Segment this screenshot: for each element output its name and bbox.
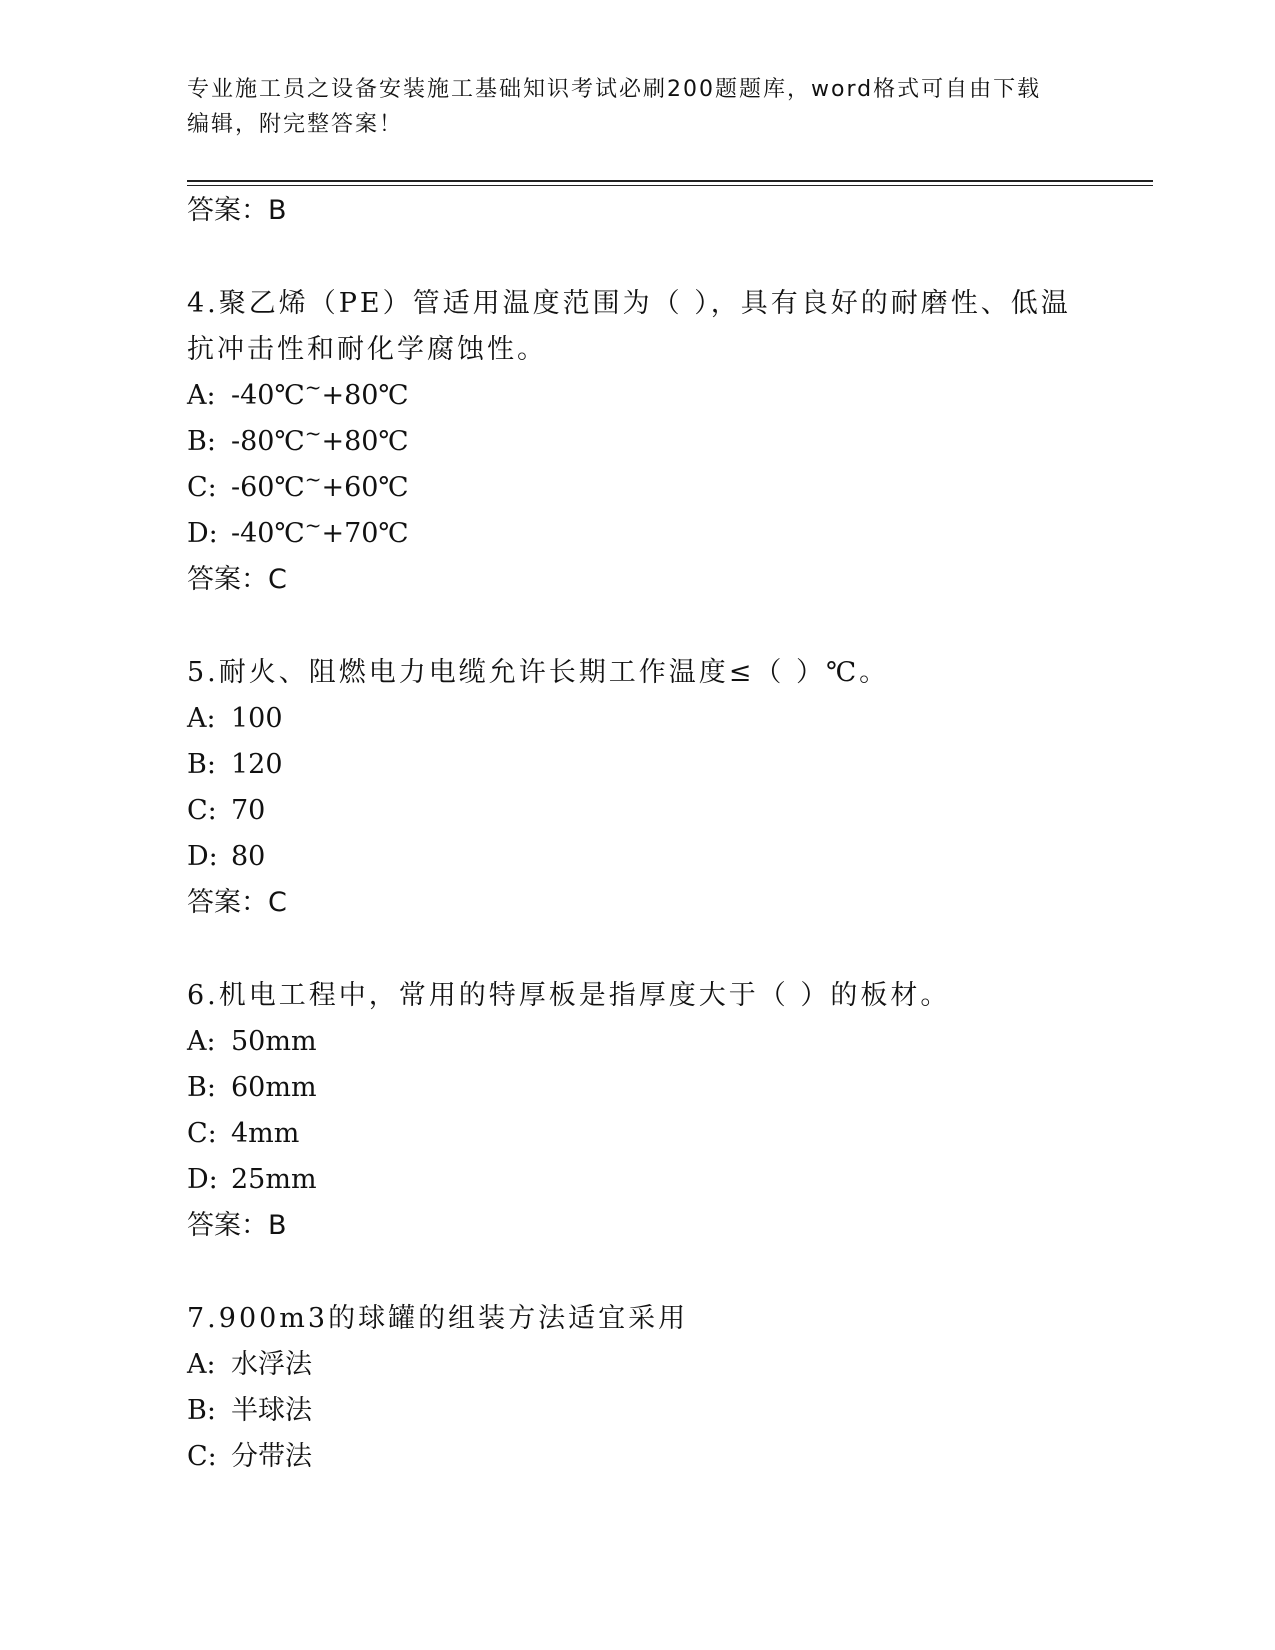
header-divider-thin <box>187 185 1153 186</box>
option-c <box>187 1434 1087 1480</box>
option-a <box>187 373 1087 419</box>
option-b <box>187 1065 1087 1111</box>
option-key: C: <box>187 472 217 503</box>
option-c <box>187 788 1087 834</box>
option-key: A: <box>187 703 216 734</box>
option-key: B: <box>187 1395 216 1426</box>
question-text: 4.聚乙烯（PE）管适用温度范围为（ ），具有良好的耐磨性、低温抗冲击性和耐化学腐蚀性。 <box>187 288 1071 365</box>
option-key: D: <box>187 1164 218 1195</box>
option-value: 分带法 <box>231 1441 312 1472</box>
option-key: A: <box>187 380 216 411</box>
option-value-end: +60℃ <box>321 472 409 503</box>
range-tilde: ~ <box>304 421 322 445</box>
question-text: 5.耐火、阻燃电力电缆允许长期工作温度≤（ ）℃。 <box>187 657 890 688</box>
option-value: -80℃ <box>231 426 305 457</box>
answer: 答案：C <box>187 887 287 918</box>
question-list <box>187 188 1087 1527</box>
range-tilde: ~ <box>304 513 322 537</box>
option-value: -40℃ <box>231 380 305 411</box>
option-d <box>187 511 1087 557</box>
question-text: 7.900m3的球罐的组装方法适宜采用 <box>187 1303 689 1334</box>
option-key: B: <box>187 426 216 457</box>
option-value: 80 <box>231 841 266 872</box>
option-value: 50mm <box>231 1026 317 1057</box>
option-key: B: <box>187 1072 216 1103</box>
option-value: 70 <box>231 795 266 826</box>
question-7 <box>187 1296 1087 1480</box>
answer: 答案：C <box>187 564 287 595</box>
option-a <box>187 1019 1087 1065</box>
option-b <box>187 742 1087 788</box>
option-value: 半球法 <box>231 1395 312 1426</box>
option-b <box>187 1388 1087 1434</box>
option-value: 25mm <box>231 1164 317 1195</box>
header-title-line2: 编辑，附完整答案！ <box>187 112 404 137</box>
header-title-line1: 专业施工员之设备安装施工基础知识考试必刷200题题库，word格式可自由下载 <box>187 77 1042 102</box>
option-value: -40℃ <box>231 518 305 549</box>
option-value-end: +70℃ <box>321 518 409 549</box>
document-header <box>187 72 1077 142</box>
option-value: 100 <box>231 703 283 734</box>
option-b <box>187 419 1087 465</box>
option-key: D: <box>187 518 218 549</box>
option-value: 60mm <box>231 1072 317 1103</box>
option-key: A: <box>187 1026 216 1057</box>
option-value: 水浮法 <box>231 1349 312 1380</box>
option-key: C: <box>187 795 217 826</box>
option-value: 4mm <box>231 1118 300 1149</box>
answer: 答案：B <box>187 1210 287 1241</box>
option-key: C: <box>187 1118 217 1149</box>
option-d <box>187 834 1087 880</box>
option-c <box>187 1111 1087 1157</box>
option-key: B: <box>187 749 216 780</box>
question-text: 6.机电工程中，常用的特厚板是指厚度大于（ ）的板材。 <box>187 980 951 1011</box>
option-value-end: +80℃ <box>321 426 409 457</box>
range-tilde: ~ <box>304 375 322 399</box>
option-key: D: <box>187 841 218 872</box>
option-value: -60℃ <box>231 472 305 503</box>
option-key: C: <box>187 1441 217 1472</box>
option-c <box>187 465 1087 511</box>
option-a <box>187 696 1087 742</box>
option-key: A: <box>187 1349 216 1380</box>
question-6 <box>187 973 1087 1249</box>
previous-answer: 答案：B <box>187 195 287 226</box>
range-tilde: ~ <box>304 467 322 491</box>
option-value-end: +80℃ <box>321 380 409 411</box>
option-value: 120 <box>231 749 283 780</box>
option-a <box>187 1342 1087 1388</box>
question-4 <box>187 281 1087 603</box>
question-5 <box>187 650 1087 926</box>
header-divider-thick <box>187 180 1153 182</box>
option-d <box>187 1157 1087 1203</box>
